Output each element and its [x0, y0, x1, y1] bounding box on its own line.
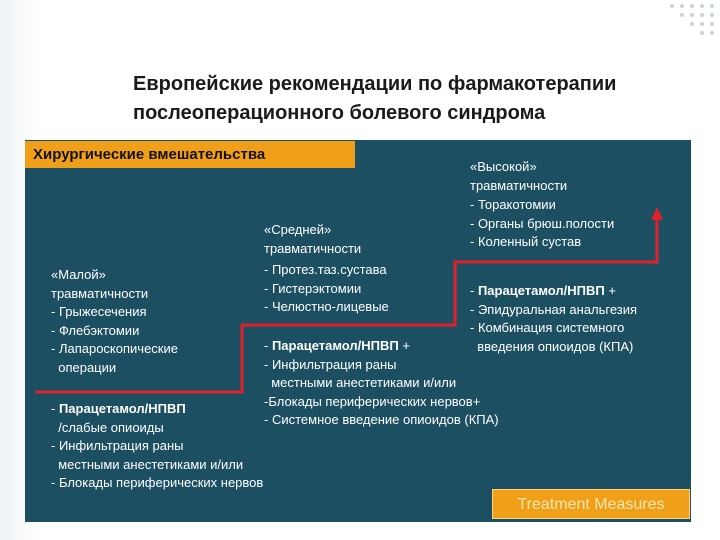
- medium-heading: «Средней» травматичности: [264, 222, 362, 256]
- surgery-tab-label: Хирургические вмешательства: [25, 141, 355, 168]
- list-item: - Флебэктомии: [51, 322, 140, 338]
- high-treatment-list: [470, 282, 637, 356]
- list-item: /слабые опиоиды: [51, 419, 164, 435]
- high-ops-list: [470, 196, 614, 252]
- low-ops-list: [51, 303, 178, 377]
- medium-ops-list: [264, 261, 389, 317]
- list-item: местными анестетиками и/или: [51, 456, 244, 472]
- list-item: - Парацетамол/НПВП +: [470, 283, 616, 298]
- low-heading: «Малой» травматичности: [51, 267, 149, 301]
- list-item: операции: [51, 359, 117, 375]
- list-item: - Инфильтрация раны: [264, 356, 397, 372]
- treatment-measures-badge: Treatment Measures: [492, 489, 690, 519]
- list-item: - Системное введение опиоидов (КПА): [264, 412, 499, 427]
- low-treatment-list: [51, 400, 263, 493]
- list-item: - Коленный сустав: [470, 234, 582, 249]
- title-line-1: Европейские рекомендации по фармакотерапии: [133, 73, 617, 95]
- list-item: введения опиоидов (КПА): [470, 338, 634, 354]
- list-item: - Эпидуральная анальгезия: [470, 301, 638, 317]
- list-item: - Протез.таз.сустава: [264, 262, 387, 277]
- list-item: - Челюстно-лицевые: [264, 299, 389, 314]
- list-item: - Парацетамол/НПВП: [51, 401, 186, 416]
- list-item: - Комбинация системного: [470, 320, 625, 335]
- list-item: - Гистерэктомии: [264, 280, 362, 296]
- list-item: - Торакотомии: [470, 197, 556, 212]
- list-item: - Грыжесечения: [51, 304, 147, 319]
- list-item: - Инфильтрация раны: [51, 438, 184, 453]
- list-item: - Парацетамол/НПВП +: [264, 338, 410, 353]
- high-heading: «Высокой» травматичности: [470, 159, 568, 193]
- list-item: - Блокады периферических нервов: [51, 475, 264, 490]
- title-line-2: послеоперационного болевого синдрома: [133, 102, 546, 124]
- medium-treatment-list: [264, 337, 499, 430]
- list-item: - Органы брюш.полости: [470, 215, 615, 231]
- list-item: -Блокады периферических нервов+: [264, 393, 481, 409]
- list-item: - Лапароскопические: [51, 341, 178, 356]
- list-item: местными анестетиками и/или: [264, 375, 457, 390]
